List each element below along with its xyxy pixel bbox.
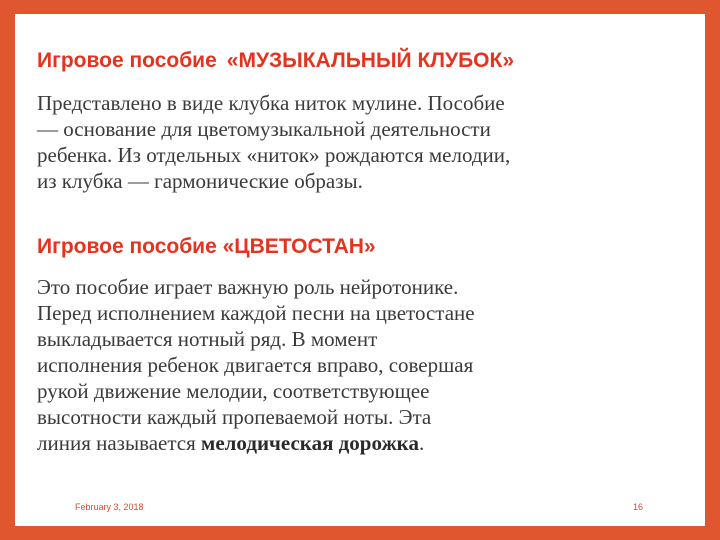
section2-line: Перед исполнением каждой песни на цветостане: [37, 301, 475, 325]
section2-line: исполнения ребенок двигается вправо, совершая: [37, 353, 474, 377]
section2-last-line-prefix: линия называется: [37, 431, 202, 455]
section2-line: выкладывается нотный ряд. В момент: [37, 327, 378, 351]
slide: [15, 14, 705, 526]
section1-body: [37, 90, 510, 194]
section2-line: рукой движение мелодии, соответствующее: [37, 379, 430, 403]
section1-line: ребенка. Из отдельных «ниток» рождаются мелодии,: [37, 143, 511, 167]
section1-line: из клубка — гармонические образы.: [37, 169, 363, 193]
section2-last-line-suffix: .: [418, 431, 425, 455]
melodic-path-term: мелодическая дорожка: [201, 431, 419, 455]
section2-heading-prefix: Игровое пособие: [37, 235, 217, 258]
section1-heading: [37, 48, 514, 74]
section1-line: Представлено в виде клубка ниток мулине. Пособие: [37, 91, 505, 115]
section2-heading: [37, 234, 376, 260]
section2-body: [37, 274, 475, 456]
section1-heading-name: «МУЗЫКАЛЬНЫЙ КЛУБОК»: [226, 49, 514, 72]
section1-line: — основание для цветомузыкальной деятельности: [37, 117, 491, 141]
footer-date: February 3, 2018: [75, 502, 144, 512]
section2-last-line: [37, 430, 475, 456]
section2-line: высотности каждый пропеваемой ноты. Эта: [37, 405, 432, 429]
section1-heading-prefix: Игровое пособие: [37, 49, 217, 72]
section2-line: Это пособие играет важную роль нейротонике.: [37, 275, 459, 299]
page-number: 16: [632, 502, 643, 512]
section2-heading-name: «ЦВЕТОСТАН»: [222, 235, 376, 258]
